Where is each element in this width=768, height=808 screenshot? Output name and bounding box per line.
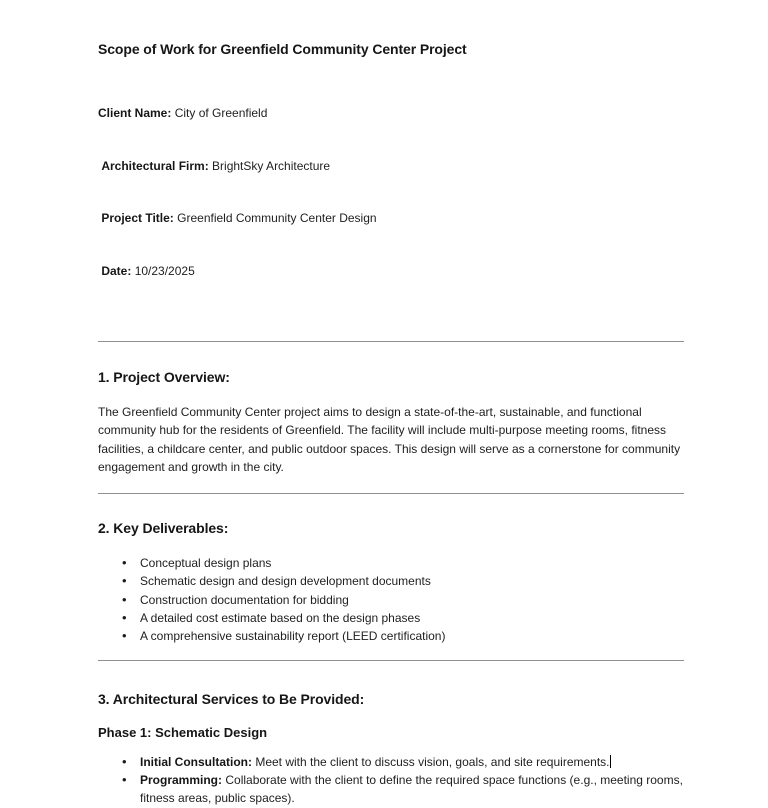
bullet-text: Meet with the client to discuss vision, goals, and site requirements. bbox=[252, 754, 610, 769]
metadata-block[interactable] bbox=[98, 70, 684, 315]
metadata-line-client-name[interactable] bbox=[98, 105, 684, 123]
list-item[interactable]: • Construction documentation for bidding bbox=[98, 591, 684, 609]
section-divider bbox=[98, 660, 684, 661]
bullet-bold-lead: Initial Consultation: bbox=[140, 754, 252, 769]
metadata-label: Project Title: bbox=[98, 211, 174, 225]
metadata-label: Date: bbox=[98, 263, 132, 278]
section-heading-key-deliverables[interactable]: 2. Key Deliverables: bbox=[98, 520, 229, 537]
metadata-line-project-title[interactable] bbox=[98, 210, 684, 228]
list-item[interactable]: • Conceptual design plans bbox=[98, 554, 684, 572]
metadata-label: Client Name: bbox=[98, 106, 172, 120]
bullet-bold-lead: Programming: bbox=[140, 772, 223, 787]
bullet-text: Collaborate with the client to define the required space functions (e.g., meeting rooms, fitness areas, public spaces). bbox=[140, 772, 687, 806]
phase-1-heading[interactable]: Phase 1: Schematic Design bbox=[98, 724, 268, 740]
project-overview-paragraph[interactable]: The Greenfield Community Center project aims to design a state-of-the-art, sustainable, and functional community hub for the residents of Greenfield. The facility will include multi-purpose meeting rooms, fitness facilities, a childcare center, and public outdoor spaces. This design will serve as a cornerstone for community engagement and growth in the city. bbox=[98, 405, 681, 474]
metadata-value: 10/23/2025 bbox=[131, 263, 195, 278]
deliverables-list[interactable] bbox=[98, 554, 684, 645]
document-title[interactable]: Scope of Work for Greenfield Community Center Project bbox=[98, 41, 467, 57]
section-divider bbox=[98, 341, 684, 342]
list-item[interactable] bbox=[98, 753, 684, 771]
list-item[interactable] bbox=[98, 771, 687, 808]
section-divider bbox=[98, 493, 684, 494]
section-heading-project-overview[interactable]: 1. Project Overview: bbox=[98, 369, 230, 385]
metadata-line-architectural-firm[interactable] bbox=[98, 158, 684, 176]
document-page[interactable] bbox=[98, 0, 687, 808]
list-item[interactable]: • A comprehensive sustainability report (LEED certification) bbox=[98, 627, 684, 645]
metadata-line-date[interactable] bbox=[98, 263, 684, 281]
section-heading-architectural-services[interactable]: 3. Architectural Services to Be Provided: bbox=[98, 690, 365, 707]
metadata-value: City of Greenfield bbox=[171, 106, 268, 120]
phase-1-services-list[interactable] bbox=[98, 753, 687, 808]
metadata-label: Architectural Firm: bbox=[98, 158, 209, 173]
metadata-value: Greenfield Community Center Design bbox=[173, 211, 377, 225]
metadata-value: BrightSky Architecture bbox=[208, 158, 331, 173]
list-item[interactable]: • Schematic design and design development documents bbox=[98, 572, 684, 590]
list-item[interactable]: • A detailed cost estimate based on the design phases bbox=[98, 609, 684, 627]
text-cursor bbox=[610, 755, 612, 768]
